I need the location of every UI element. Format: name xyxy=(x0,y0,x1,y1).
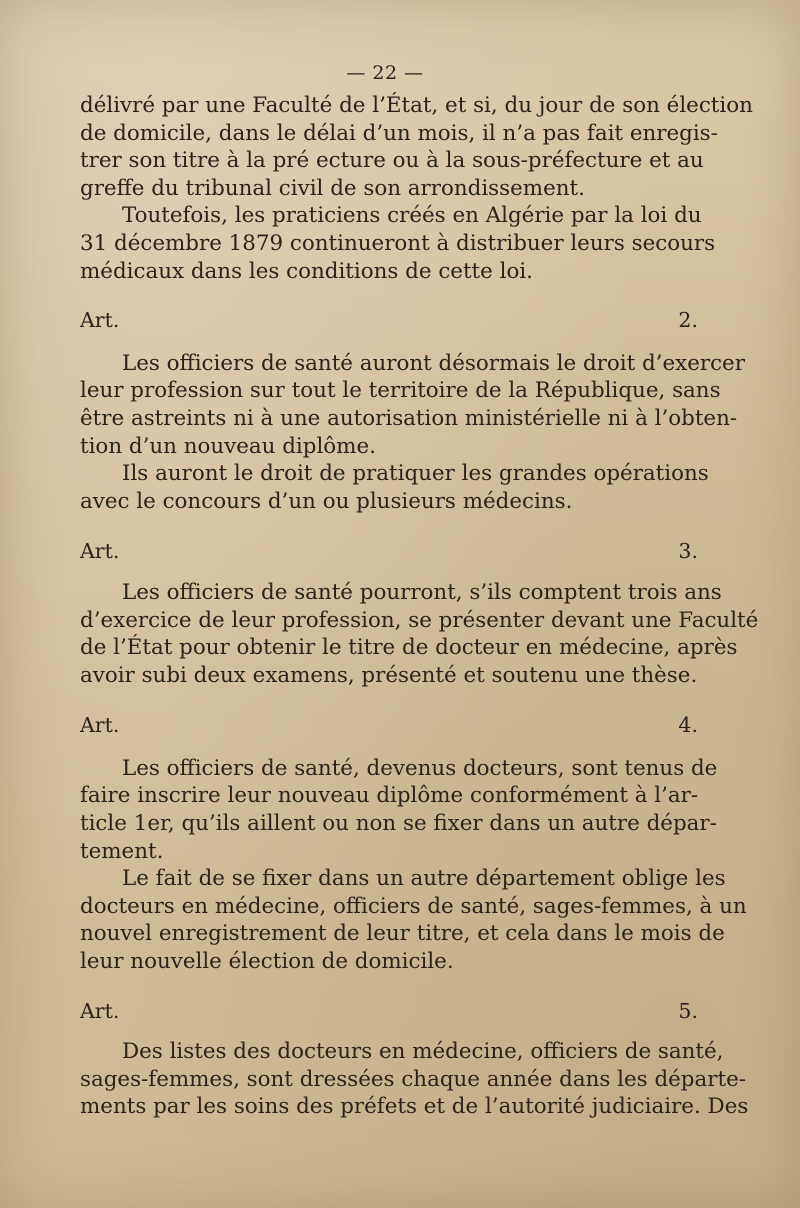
text-line: d’exercice de leur profession, se présenter devant une Faculté xyxy=(80,607,759,633)
text-line: ments par les soins des préfets et de l’autorité judiciaire. Des xyxy=(80,1094,749,1120)
text-line: Les officiers de santé auront désormais le droit d’exercer xyxy=(122,350,745,376)
text-line: délivré par une Faculté de l’État, et si, du jour de son élection xyxy=(80,93,753,118)
page-body xyxy=(80,92,759,1121)
text-line: Ils auront le droit de pratiquer les grandes opérations xyxy=(122,461,709,487)
text-line: de domicile, dans le délai d’un mois, il n’a pas fait enregis- xyxy=(80,120,718,146)
text-line: médicaux dans les conditions de cette loi. xyxy=(80,258,533,284)
text-line: être astreints ni à une autorisation ministérielle ni à l’obten- xyxy=(80,405,738,431)
text-line: Le fait de se fixer dans un autre département oblige les xyxy=(122,866,726,892)
text-line: avoir subi deux examens, présenté et soutenu une thèse. xyxy=(80,662,698,688)
article-heading: Art. 3. xyxy=(80,539,698,564)
text-line: 31 décembre 1879 continueront à distribuer leurs secours xyxy=(80,230,716,256)
text-line: tement. xyxy=(80,838,164,864)
text-line: Toutefois, les praticiens créés en Algérie par la loi du xyxy=(122,203,702,229)
text-line: sages-femmes, sont dressées chaque année dans les départe- xyxy=(80,1066,746,1092)
text-line: nouvel enregistrement de leur titre, et cela dans le mois de xyxy=(80,921,725,947)
text-line: leur nouvelle élection de domicile. xyxy=(80,949,454,975)
text-line: tion d’un nouveau diplôme. xyxy=(80,433,376,459)
text-line: ticle 1er, qu’ils aillent ou non se fixer dans un autre dépar- xyxy=(80,811,717,837)
text-line: trer son titre à la pré ecture ou à la sous-préfecture et au xyxy=(80,148,704,174)
article-heading: Art. 4. xyxy=(80,713,698,738)
text-line: faire inscrire leur nouveau diplôme conformément à l’ar- xyxy=(80,783,699,809)
text-line: docteurs en médecine, officiers de santé, sages-femmes, à un xyxy=(80,893,747,919)
article-heading: Art. 5. xyxy=(80,998,698,1023)
text-line: greffe du tribunal civil de son arrondissement. xyxy=(80,175,585,201)
text-line: de l’État pour obtenir le titre de docteur en médecine, après xyxy=(80,635,738,661)
article-heading: Art. 2. xyxy=(80,308,698,333)
page-number: — 22 — xyxy=(346,62,424,84)
text-line: Des listes des docteurs en médecine, officiers de santé, xyxy=(122,1039,724,1065)
text-line: Les officiers de santé pourront, s’ils comptent trois ans xyxy=(122,579,722,605)
text-line: leur profession sur tout le territoire de la République, sans xyxy=(80,378,721,404)
text-line: Les officiers de santé, devenus docteurs, sont tenus de xyxy=(122,755,718,781)
text-line: avec le concours d’un ou plusieurs médecins. xyxy=(80,488,573,514)
